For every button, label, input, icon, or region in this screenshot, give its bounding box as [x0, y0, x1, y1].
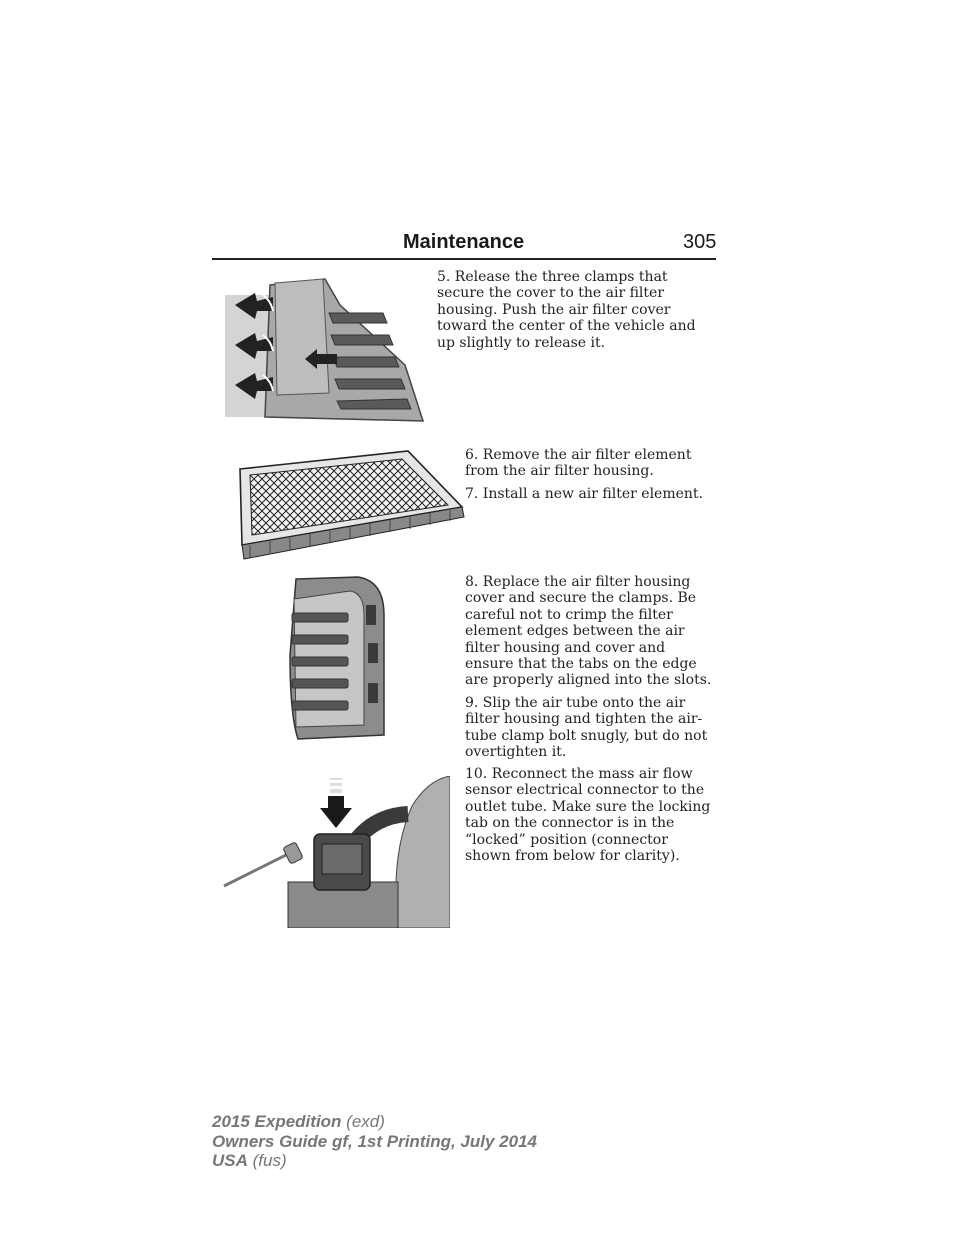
illustration-housing-cover	[288, 575, 388, 741]
illustration-maf-connector	[222, 776, 450, 928]
step-6-text: 6. Remove the air filter element from the air filter housing.	[465, 447, 692, 480]
header-rule	[212, 258, 716, 260]
document-footer	[212, 1112, 537, 1171]
footer-line-1: 2015 Expedition (exd)	[212, 1112, 385, 1131]
step-10-text: 10. Reconnect the mass air flow sensor electrical connector to the outlet tube. Make sure the locking tab on the connector is in the “locked” position (connector shown from below for clarity).	[465, 766, 711, 865]
section-title: Maintenance	[403, 231, 525, 253]
illustration-filter-element	[230, 447, 466, 565]
illustration-release-clamps	[225, 275, 425, 423]
step-9-text: 9. Slip the air tube onto the air filter housing and tighten the air-tube clamp bolt snugly, but do not overtighten it.	[465, 695, 708, 761]
step-8-text: 8. Replace the air filter housing cover and secure the clamps. Be careful not to crimp the filter element edges between the air filter housing and cover and ensure that the tabs on the edge are properly aligned into the slots.	[465, 574, 712, 689]
page-number: 305	[683, 231, 717, 253]
footer-line-2: Owners Guide gf, 1st Printing, July 2014	[212, 1131, 537, 1151]
footer-line-3: USA (fus)	[212, 1151, 287, 1170]
step-5-text: 5. Release the three clamps that secure the cover to the air filter housing. Push the air filter cover toward the center of the vehicle and up slightly to release it.	[437, 269, 696, 351]
step-7-text: 7. Install a new air filter element.	[465, 486, 703, 502]
